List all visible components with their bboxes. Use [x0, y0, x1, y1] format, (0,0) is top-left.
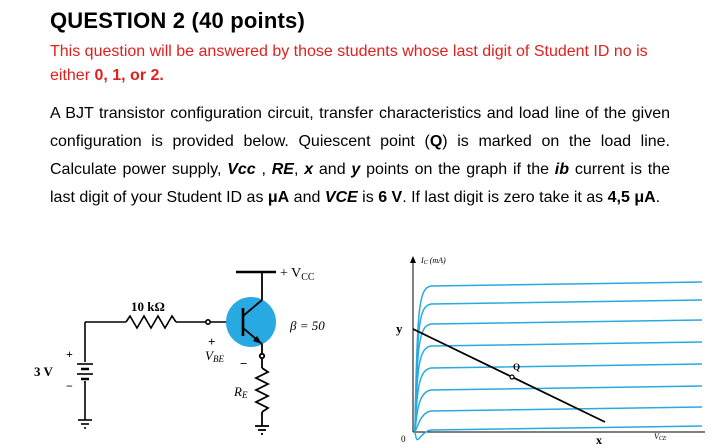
sep-3: and	[313, 161, 352, 178]
bjt-circuit	[77, 316, 236, 428]
body-text-6: is	[357, 189, 379, 206]
sep-2: ,	[293, 161, 305, 178]
base-resistor	[126, 316, 176, 328]
vbe-plus: +	[208, 334, 216, 349]
x-label: x	[304, 161, 314, 178]
q-label: Q	[429, 133, 443, 150]
emitter-resistor	[256, 368, 268, 412]
origin-label: 0	[401, 434, 406, 444]
y-axis-arrow	[410, 256, 416, 263]
re-label	[233, 384, 248, 400]
body-text-3: points on the graph if the	[360, 161, 555, 178]
base-terminal	[206, 320, 210, 324]
body-text-7: . If last digit is zero take it as	[402, 189, 608, 206]
body-text-4: current is the last digit of your Student ID as	[50, 161, 671, 206]
load-line	[413, 329, 605, 422]
source-label: 3 V	[34, 364, 53, 379]
y-axis-label	[420, 256, 446, 266]
characteristics-graph	[396, 256, 705, 447]
q-point-marker	[510, 375, 514, 379]
body-text-5: and	[289, 189, 325, 206]
vbe-text: V	[205, 348, 213, 363]
vbe-subscript: BE	[212, 354, 224, 364]
vce-subscript: CE	[658, 436, 667, 442]
notice-digits: 0, 1, or 2.	[94, 67, 164, 84]
ic-text: I	[421, 256, 424, 265]
question-body	[50, 100, 670, 212]
vce-value: 6 V	[378, 189, 403, 206]
transistor-body	[226, 297, 276, 347]
q-point-label: Q	[513, 362, 521, 372]
body-text-1: A BJT transistor configuration circuit, transfer characteristics and load line of the given configuration is provided below. Quiescent point (	[50, 105, 670, 150]
vbe-label	[205, 348, 224, 364]
figure	[0, 250, 726, 448]
y-point-label: y	[396, 321, 403, 336]
eligibility-notice	[50, 40, 670, 88]
source-plus: +	[66, 347, 73, 361]
vce-text: V	[654, 432, 659, 441]
vcc-label: Vcc	[227, 161, 256, 178]
notice-text: This question will be answered by those students whose last digit of Student ID no is either	[50, 43, 648, 84]
re-label: RE	[271, 161, 294, 178]
ib-label: ib	[554, 161, 570, 178]
body-text-2: ) is marked on the load line. Calculate power supply,	[50, 133, 670, 178]
y-label: y	[351, 161, 361, 178]
beta-label: β = 50	[290, 318, 325, 333]
source-minus: −	[66, 379, 73, 393]
sep-1: ,	[255, 161, 272, 178]
re-subscript: E	[241, 390, 248, 400]
x-point-label: x	[596, 433, 602, 447]
vcc-subscript: CC	[301, 272, 315, 283]
characteristic-curve	[415, 320, 702, 431]
re-text: R	[234, 384, 242, 399]
vce-label: VCE	[324, 189, 358, 206]
characteristic-curves	[415, 282, 702, 440]
characteristic-curve	[415, 364, 702, 431]
vcc-label	[280, 266, 315, 283]
x-axis-label	[654, 432, 667, 442]
default-value: 4,5 μA	[607, 189, 656, 206]
question-title: QUESTION 2 (40 points)	[50, 8, 305, 33]
vcc-text: + V	[280, 266, 302, 281]
ic-unit: (mA)	[427, 256, 446, 265]
ic-subscript: C	[423, 260, 428, 266]
resistor-label: 10 kΩ	[131, 299, 165, 314]
vbe-minus: −	[240, 356, 248, 371]
ua-label: μA	[267, 189, 290, 206]
emitter-terminal	[260, 354, 264, 358]
body-text-8: .	[655, 189, 661, 206]
